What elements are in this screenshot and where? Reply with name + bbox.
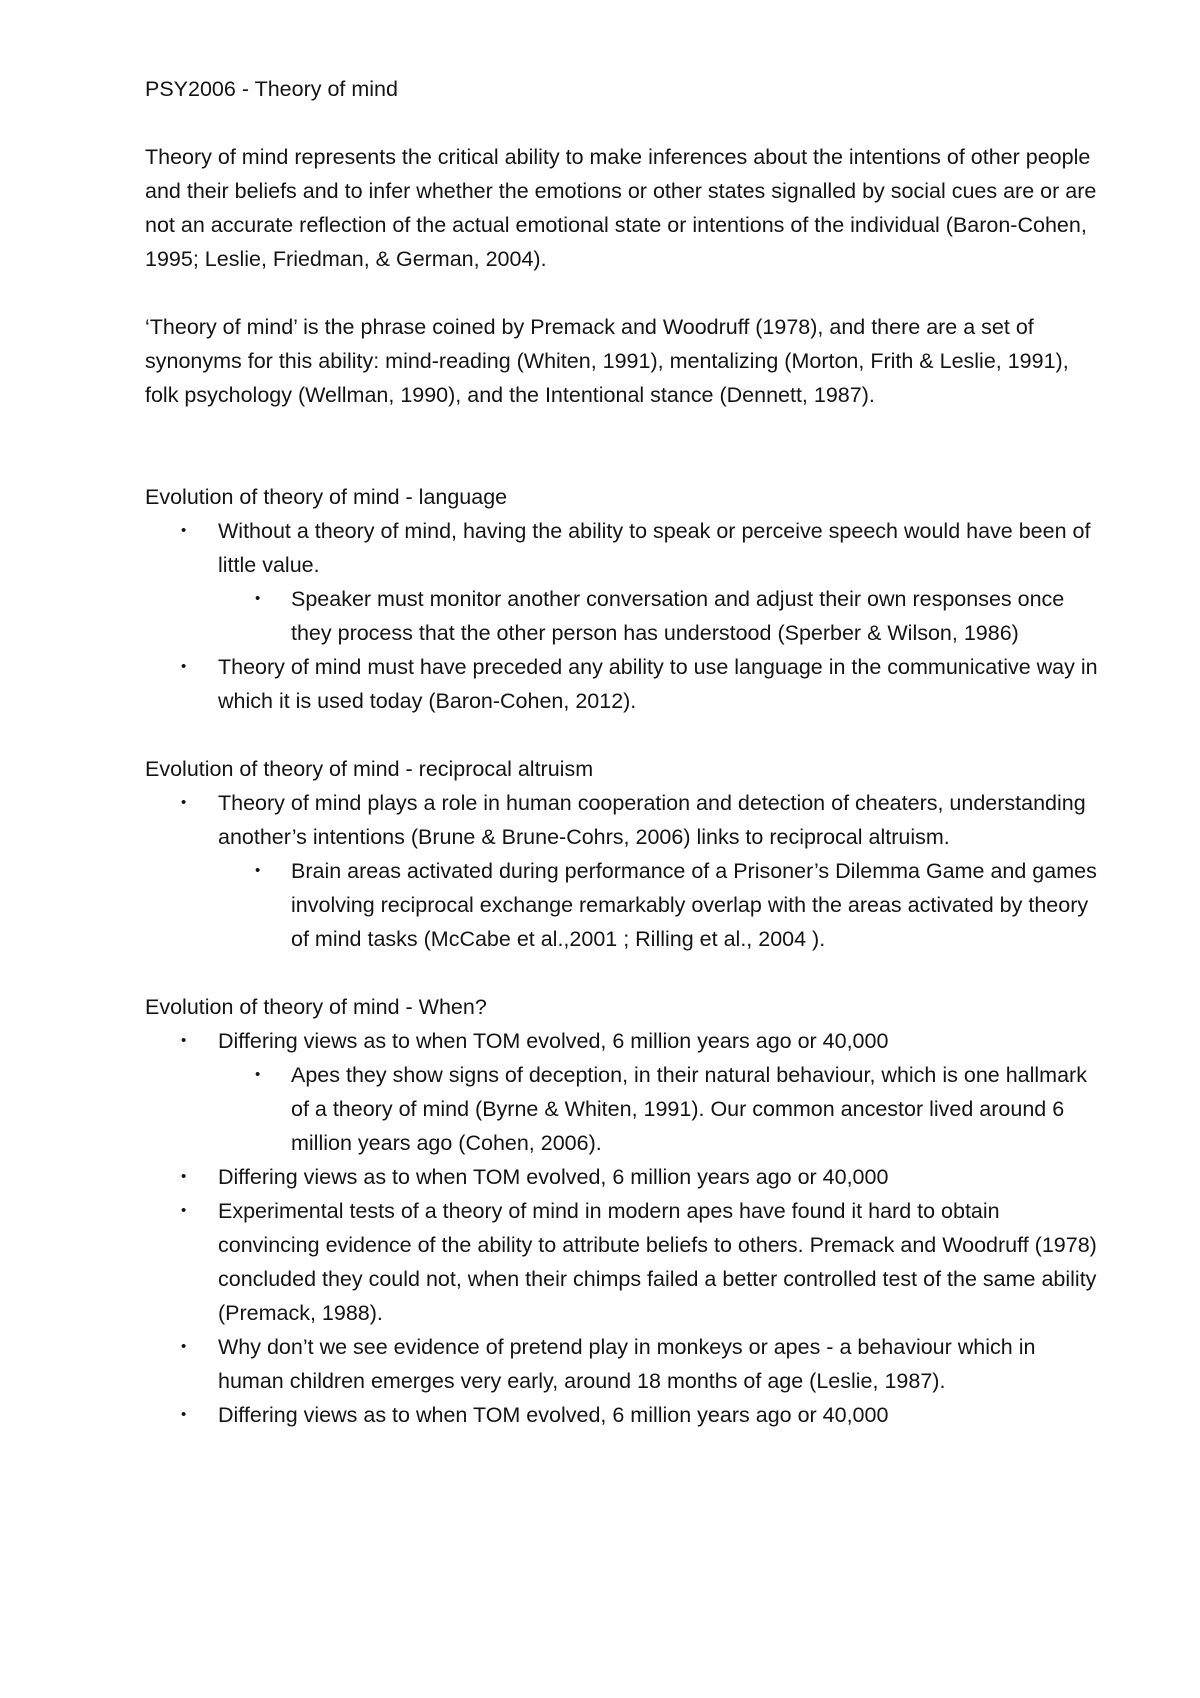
list-item xyxy=(145,650,1100,718)
list-item-text: Without a theory of mind, having the ability to speak or perceive speech would have been of little value. xyxy=(218,519,1091,577)
bullet-list xyxy=(145,786,1100,956)
section-gap xyxy=(145,446,1100,480)
bullet-list xyxy=(145,514,1100,718)
list-item-text: Theory of mind must have preceded any ability to use language in the communicative way in which it is used today (Baron-Cohen, 2012). xyxy=(218,655,1098,713)
section-heading: Evolution of theory of mind - language xyxy=(145,485,508,509)
section-when xyxy=(145,990,1100,1432)
bullet-icon: • xyxy=(181,794,187,811)
bullet-icon: • xyxy=(255,862,261,879)
list-item xyxy=(145,1160,1100,1194)
list-item-text: Speaker must monitor another conversation and adjust their own responses once they process that the other person has understood (Sperber & Wilson, 1986) xyxy=(291,587,1065,645)
list-item xyxy=(145,1330,1100,1398)
bullet-icon: • xyxy=(181,658,187,675)
list-item xyxy=(145,1398,1100,1432)
document-title: PSY2006 - Theory of mind xyxy=(145,77,398,101)
list-item-text: Apes they show signs of deception, in their natural behaviour, which is one hallmark of a theory of mind (Byrne & Whiten, 1991). Our common ancestor lived around 6 million years ago (Cohen, 2006). xyxy=(291,1063,1087,1155)
list-item xyxy=(145,786,1100,854)
bullet-list xyxy=(145,1024,1100,1432)
list-item-nested xyxy=(145,1058,1100,1160)
list-item-text: Differing views as to when TOM evolved, 6 million years ago or 40,000 xyxy=(218,1403,889,1427)
bullet-icon: • xyxy=(181,1202,187,1219)
bullet-icon: • xyxy=(181,1338,187,1355)
list-item-nested xyxy=(145,854,1100,956)
bullet-icon: • xyxy=(255,1066,261,1083)
list-item-text: Theory of mind plays a role in human cooperation and detection of cheaters, understanding another’s intentions (Brune & Brune-Cohrs, 2006) links to reciprocal altruism. xyxy=(218,791,1086,849)
section-heading: Evolution of theory of mind - reciprocal altruism xyxy=(145,757,594,781)
list-item xyxy=(145,1024,1100,1058)
list-item-text: Experimental tests of a theory of mind in modern apes have found it hard to obtain convincing evidence of the ability to attribute beliefs to others. Premack and Woodruff (1978) concluded they could not, when their chimps failed a better controlled test of the same ability (Premack, 1988). xyxy=(218,1199,1097,1325)
intro-paragraph-definition: Theory of mind represents the critical ability to make inferences about the intentions of other people and their beliefs and to infer whether the emotions or other states signalled by social cues are or are not an accurate reflection of the actual emotional state or intentions of the individual (Baron-Cohen, 1995; Leslie, Friedman, & German, 2004). xyxy=(145,145,1097,271)
intro-paragraph-synonyms: ‘Theory of mind’ is the phrase coined by Premack and Woodruff (1978), and there are a set of synonyms for this ability: mind-reading (Whiten, 1991), mentalizing (Morton, Frith & Leslie, 1991), folk psychology (Wellman, 1990), and the Intentional stance (Dennett, 1987). xyxy=(145,315,1069,407)
bullet-icon: • xyxy=(255,590,261,607)
section-language xyxy=(145,480,1100,718)
section-heading: Evolution of theory of mind - When? xyxy=(145,995,487,1019)
list-item-text: Differing views as to when TOM evolved, 6 million years ago or 40,000 xyxy=(218,1029,889,1053)
list-item xyxy=(145,514,1100,582)
list-item-nested xyxy=(145,582,1100,650)
list-item-text: Brain areas activated during performance of a Prisoner’s Dilemma Game and games involving reciprocal exchange remarkably overlap with the areas activated by theory of mind tasks (McCabe et al.,2001 ; Rilling et al., 2004 ). xyxy=(291,859,1097,951)
bullet-icon: • xyxy=(181,1406,187,1423)
bullet-icon: • xyxy=(181,1168,187,1185)
bullet-icon: • xyxy=(181,522,187,539)
list-item-text: Differing views as to when TOM evolved, 6 million years ago or 40,000 xyxy=(218,1165,889,1189)
list-item-text: Why don’t we see evidence of pretend play in monkeys or apes - a behaviour which in human children emerges very early, around 18 months of age (Leslie, 1987). xyxy=(218,1335,1036,1393)
list-item xyxy=(145,1194,1100,1330)
section-reciprocal-altruism xyxy=(145,752,1100,956)
bullet-icon: • xyxy=(181,1032,187,1049)
